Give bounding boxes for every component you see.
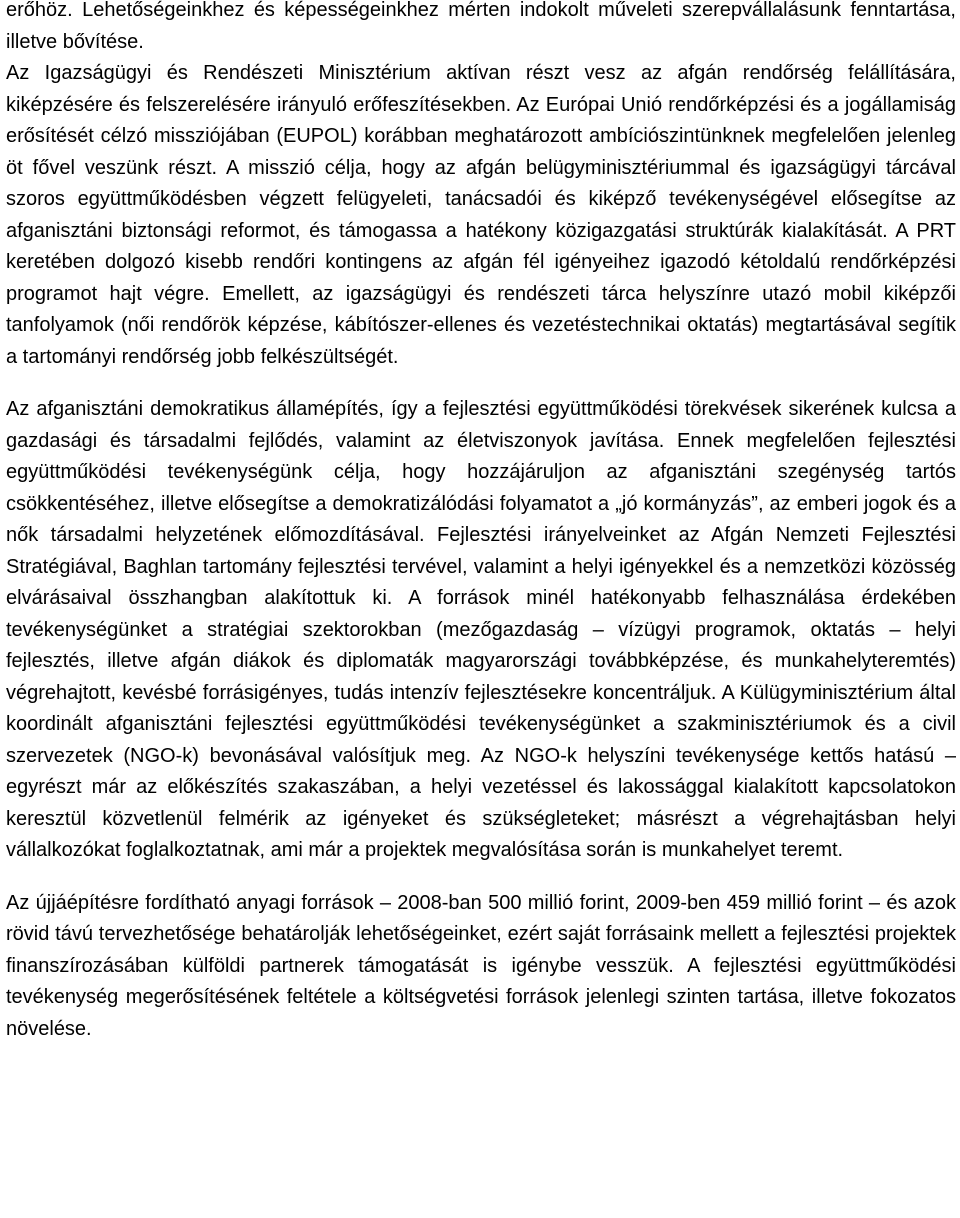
paragraph-financial-resources: Az újjáépítésre fordítható anyagi források – 2008-ban 500 millió forint, 2009-ben 459 millió forint – és azok rövid távú tervezhetősége behatárolják lehetőségeinket, ezért saját forrásaink mellett a fejlesztési projektek finanszírozásában külföldi partnerek támogatását is igénybe vesszük. A fejlesztési együttműködési tevékenység megerősítésének feltétele a költségvetési források jelenlegi szinten tartása, illetve fokozatos növelése. — [6, 891, 956, 1040]
paragraph-development-cooperation: Az afganisztáni demokratikus államépítés, így a fejlesztési együttműködési törekvések sikerének kulcsa a gazdasági és társadalmi fejlődés, valamint az életviszonyok javítása. Ennek megfelelően fejlesztési együttműködési tevékenységünk célja, hogy hozzájáruljon az afganisztáni szegénység tartós csökkentéséhez, illetve elősegítse a demokratizálódási folyamatot a „jó kormányzás”, az emberi jogok és a nők társadalmi helyzetének előmozdításával. Fejlesztési irányelveinket az Afgán Nemzeti Fejlesztési Stratégiával, Baghlan tartomány fejlesztési tervével, valamint a helyi igényekkel és a nemzetközi közösség elvárásaival összhangban alakítottuk ki. A források minél hatékonyabb felhasználása érdekében tevékenységünket a stratégiai szektorokban (mezőgazdaság – vízügyi programok, oktatás – helyi fejlesztés, illetve afgán diákok és diplomaták magyarországi továbbképzése, és munkahelyteremtés) végrehajtott, kevésbé forrásigényes, tudás intenzív fejlesztésekre koncentráljuk. A Külügyminisztérium által koordinált afganisztáni fejlesztési együttműködési tevékenységünket a szakminisztériumok és a civil szervezetek (NGO-k) bevonásával valósítjuk meg. Az NGO-k helyszíni tevékenysége kettős hatású – egyrészt már az előkészítés szakaszában, a helyi vezetéssel és lakossággal kialakított kapcsolatokon keresztül közvetlenül felmérik az igényeket és szükségleteket; másrészt a végrehajtásban helyi vállalkozókat foglalkoztatnak, ami már a projektek megvalósítása során is munkahelyet teremt. — [6, 398, 956, 861]
paragraph-continuation: erőhöz. Lehetőségeinkhez és képességeinkhez mérten indokolt műveleti szerepvállalásunk fenntartása, illetve bővítése. — [6, 0, 956, 53]
document-page — [6, 0, 956, 1045]
paragraph-police-mission: Az Igazságügyi és Rendészeti Minisztérium aktívan részt vesz az afgán rendőrség felállítására, kiképzésére és felszerelésére irányuló erőfeszítésekben. Az Európai Unió rendőrképzési és a jogállamiság erősítését célzó missziójában (EUPOL) korábban meghatározott ambíciószintünknek megfelelően jelenleg öt fővel veszünk részt. A misszió célja, hogy az afgán belügyminisztériummal és igazságügyi tárcával szoros együttműködésben végzett felügyeleti, tanácsadói és kiképző tevékenységével elősegítse az afganisztáni biztonsági reformot, és támogassa a hatékony közigazgatási struktúrák kialakítását. A PRT keretében dolgozó kisebb rendőri kontingens az afgán fél igényeihez igazodó kétoldalú rendőrképzési programot hajt végre. Emellett, az igazságügyi és rendészeti tárca helyszínre utazó mobil kiképzői tanfolyamok (női rendőrök képzése, kábítószer-ellenes és vezetéstechnikai oktatás) megtartásával segítik a tartományi rendőrség jobb felkészültségét. — [6, 62, 956, 368]
